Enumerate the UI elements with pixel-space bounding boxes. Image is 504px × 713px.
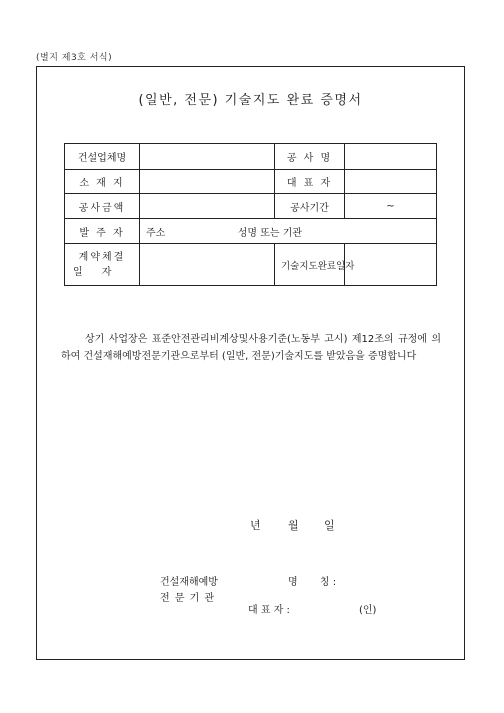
date-month-label: 월 [288, 519, 299, 532]
location-field[interactable] [140, 170, 275, 194]
completion-date-field[interactable] [345, 244, 437, 286]
contract-date-field[interactable] [140, 244, 275, 286]
contract-amount-label: 공사금액 [65, 194, 140, 219]
representative-label: 대 표 자 [275, 170, 345, 194]
certification-statement: 상기 사업장은 표준안전관리비계상및사용기준(노동부 고시) 제12조의 규정에 의하여 건설재해예방전문기관으로부터 (일반, 전문)기술지도를 받았음을 증명합니다 [61, 334, 441, 362]
info-table [64, 143, 437, 286]
date-year-label: 년 [250, 519, 261, 532]
form-label: (별지 제3호 서식) [36, 53, 113, 63]
org-name-label: 명 칭 : [288, 577, 337, 588]
contract-date-label-line1: 계약체결 [78, 251, 126, 263]
certificate-frame [36, 66, 465, 660]
table-row [65, 244, 437, 286]
date-day-label: 일 [324, 519, 335, 532]
client-address-label: 주소 [146, 227, 166, 239]
client-label: 발 주 자 [65, 219, 140, 244]
project-name-label: 공 사 명 [275, 144, 345, 170]
table-row [65, 219, 437, 244]
period-field[interactable]: ~ [345, 194, 437, 219]
client-field[interactable] [140, 219, 437, 244]
org-line2: 전 문 기 관 [160, 593, 216, 604]
contract-amount-field[interactable] [140, 194, 275, 219]
construction-company-field[interactable] [140, 144, 275, 170]
contract-date-label [65, 244, 140, 286]
representative-field[interactable] [345, 170, 437, 194]
certificate-title: (일반, 전문) 기술지도 완료 증명서 [138, 93, 363, 108]
representative-sign-label: 대 표 자 : [248, 605, 290, 616]
completion-date-label: 기술지도완료일자 [275, 244, 345, 286]
project-name-field[interactable] [345, 144, 437, 170]
table-row [65, 194, 437, 219]
contract-date-label-line2: 일 자 [73, 266, 112, 278]
seal-mark: (인) [359, 605, 377, 616]
table-row [65, 144, 437, 170]
client-name-label: 성명 또는 기관 [237, 227, 303, 239]
construction-company-label: 건설업체명 [65, 144, 140, 170]
period-label: 공사기간 [275, 194, 345, 219]
org-line1: 건설재해예방 [160, 577, 218, 588]
location-label: 소 재 지 [65, 170, 140, 194]
table-row [65, 170, 437, 194]
